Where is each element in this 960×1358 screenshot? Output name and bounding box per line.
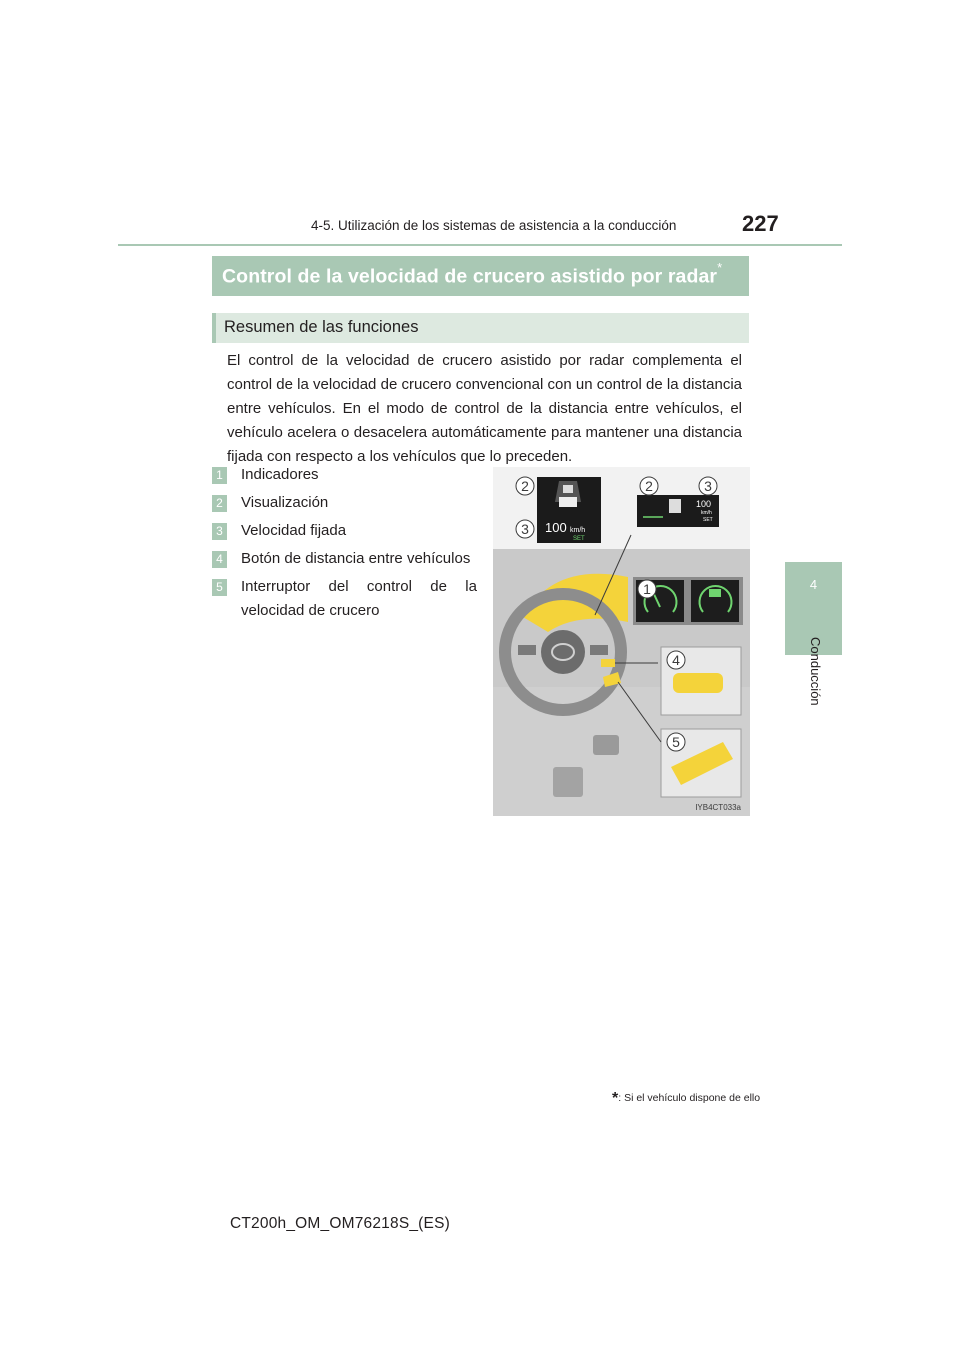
section-title <box>222 260 723 289</box>
legend-number: 2 <box>212 495 227 512</box>
legend-text: Interruptor del control de la velocidad de crucero <box>241 578 477 619</box>
chapter-tab-number: 4 <box>809 577 818 592</box>
footer-document-code: CT200h_OM_OM76218S_(ES) <box>230 1215 450 1232</box>
callout-3-right: 3 <box>704 478 712 494</box>
legend-item <box>212 547 477 571</box>
callout-3-left: 3 <box>521 521 529 537</box>
page-number: 227 <box>742 211 779 236</box>
legend-item <box>212 575 477 623</box>
distance-button-highlight <box>601 659 615 667</box>
callout-2-right: 2 <box>645 478 653 494</box>
legend-text: Visualización <box>241 494 329 511</box>
footnote-text: : Si el vehículo dispone de ello <box>618 1092 761 1104</box>
legend-text: Velocidad fijada <box>241 522 347 539</box>
footnote-asterisk: * <box>612 1090 619 1107</box>
illustration-svg <box>493 467 750 816</box>
footnote <box>612 1090 760 1108</box>
speed-right-set: SET <box>703 517 713 523</box>
section-title-text: Control de la velocidad de crucero asistido por radar <box>222 265 718 288</box>
legend-item <box>212 463 477 487</box>
legend-number: 4 <box>212 551 227 568</box>
callout-5: 5 <box>672 734 680 750</box>
illustration-code: IYB4CT033a <box>695 803 741 812</box>
legend-text: Botón de distancia entre vehículos <box>241 550 471 567</box>
legend-text: Indicadores <box>241 466 319 483</box>
speed-left-set: SET <box>573 536 585 542</box>
speed-right-unit: km/h <box>701 510 712 516</box>
speed-left-unit: km/h <box>570 527 586 534</box>
legend-number: 5 <box>212 579 227 596</box>
legend-item <box>212 491 477 515</box>
legend-item <box>212 519 477 543</box>
speed-left-value: 100 <box>545 520 567 535</box>
header-divider <box>118 244 842 246</box>
callout-2-left: 2 <box>521 478 529 494</box>
chapter-tab-label <box>770 637 860 707</box>
legend-number: 3 <box>212 523 227 540</box>
subsection-title: Resumen de las funciones <box>224 318 419 336</box>
callout-4: 4 <box>672 652 680 668</box>
speed-right-value: 100 <box>696 499 712 509</box>
callout-1: 1 <box>643 581 651 597</box>
asterisk-mark: * <box>717 260 723 275</box>
chapter-tab-label-text: Conducción <box>808 637 823 706</box>
distance-button-inset <box>673 673 723 693</box>
legend-number: 1 <box>212 467 227 484</box>
intro-paragraph: El control de la velocidad de crucero asistido por radar complementa el control de la velocidad de crucero convencional con un control de la distancia entre vehículos. En el modo de control de la distancia entre vehículos, el vehículo acelera o desacelera automáticamente para mantener una distancia fijada con respecto a los vehículos que lo preceden. <box>227 352 742 465</box>
pedal-icon <box>593 735 619 755</box>
header-section-title: 4-5. Utilización de los sistemas de asistencia a la conducción <box>311 218 677 233</box>
steering-wheel-illustration <box>493 467 750 816</box>
